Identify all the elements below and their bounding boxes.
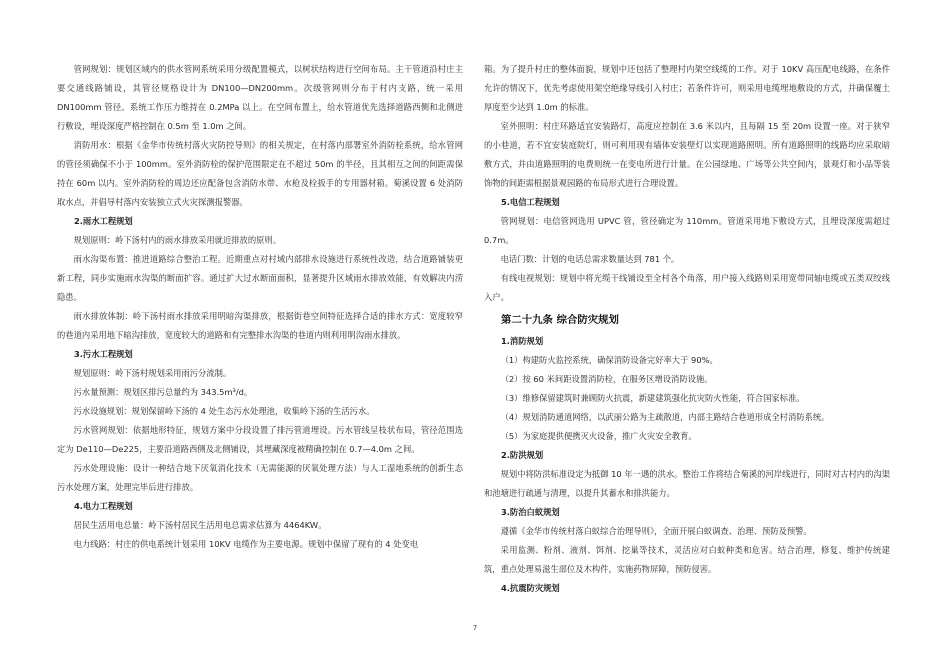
paragraph-rain-principle: 规划原则：岭下汤村内的雨水排放采用就近排放的原则。 [73, 235, 282, 245]
paragraph-cable-tv: 有线电视规划：规划中将光缆干线铺设至全村各个角落，用户接入线路则采用宽带同轴电缆或五类双绞线入户。 [484, 273, 890, 302]
heading-article-29: 第二十九条 综合防灾规划 [501, 314, 619, 326]
left-column [57, 60, 463, 554]
heading-earthquake: 4.抗震防灾规划 [501, 583, 560, 593]
paragraph-rain-channel: 雨水沟渠布置：推进道路综合整治工程。近期重点对村域内部排水设施进行系统性改造，结合道路铺装更新工程，同步实施雨水沟渠的断面扩容。通过扩大过水断面面积，显著提升区域雨水排放效能，有效解决内涝隐患。 [57, 254, 463, 302]
paragraph-flood: 规划中将防洪标准设定为抵御 10 年一遇的洪水。整治工作将结合菊溪的河岸线进行，同时对古村内的沟渠和池塘进行疏通与清理，以提升其蓄水和排洪能力。 [484, 469, 890, 498]
heading-flood: 2.防洪规划 [501, 450, 544, 460]
heading-fire-planning: 1.消防规划 [501, 336, 544, 346]
paragraph-power-load: 居民生活用电总量：岭下汤村居民生活用电总需求估算为 4464KW。 [73, 520, 327, 530]
heading-telecom: 5.电信工程规划 [501, 197, 560, 207]
right-column [484, 60, 890, 598]
paragraph-sewage-forecast: 污水量预测：规划区排污总量约为 343.5m³/d。 [73, 387, 253, 397]
heading-rainwater: 2.雨水工程规划 [74, 216, 133, 226]
paragraph-power-line-continued: 箱。为了提升村庄的整体面貌，规划中还包括了整理村内架空线缆的工作。对于 10KV 高压配电线路，在条件允许的情况下，优先考虑使用架空绝缘导线引入村庄；若条件许可，则采用电缆埋地敷设的方式，并确保覆土厚度至少达到 1.0m 的标准。 [484, 64, 890, 112]
list-item-fire-1: （1）构建防火监控系统，确保消防设备完好率大于 90%。 [500, 355, 718, 365]
paragraph-fire-water: 消防用水：根据《金华市传统村落火灾防控导则》的相关规定，在村落内部署室外消防栓系统，给水管网的管径须确保不小于 100mm。室外消防栓的保护范围限定在不超过 50m 的半径，且其相互之间的间距需保持在 60m 以内。室外消防栓的周边还应配备包含消防水带、水枪及栓扳手的专用器材箱。菊溪设置 6 处消防取水点，并倡导村落内安装独立式火灾探测报警器。 [57, 140, 463, 207]
paragraph-rain-system: 雨水排放体制：岭下汤村雨水排放采用明暗沟渠排放，根据街巷空间特征选择合适的排水方式：宽度较窄的巷道内采用地下暗沟排放，宽度较大的道路和有完整排水沟渠的巷道内则利用明沟雨水排放。 [57, 311, 463, 340]
heading-sewage: 3.污水工程规划 [74, 349, 133, 359]
paragraph-telephone: 电话门数：计划的电话总需求数量达到 781 个。 [500, 254, 680, 264]
paragraph-pipe-network: 管网规划：规划区域内的供水管网系统采用分级配置模式，以树状结构进行空间布局。主干管道沿村庄主要交通线路铺设，其管径规格设计为 DN100—DN200mm。次级管网则分布于村内支路，统一采用 DN100mm 管径。系统工作压力维持在 0.2MPa 以上。在空间布置上，给水管道优先选择道路西侧和北侧进行敷设，埋设深度严格控制在 0.5m 至 1.0m 之间。 [57, 64, 463, 131]
list-item-fire-3: （3）维修保留建筑时兼顾防火抗震，新建建筑强化抗灾防火性能，符合国家标准。 [500, 393, 805, 403]
heading-termite: 3.防治白蚁规划 [501, 507, 560, 517]
paragraph-sewage-facility-plan: 污水设施规划：规划保留岭下汤的 4 处生态污水处理池，收集岭下汤的生活污水。 [73, 406, 375, 416]
paragraph-termite-1: 遵循《金华市传统村落白蚁综合治理导则》，全面开展白蚁调查、治理、预防及预警。 [500, 526, 812, 536]
paragraph-outdoor-lighting: 室外照明：村庄环路适宜安装路灯，高度应控制在 3.6 米以内，且每隔 15 至 20m 设置一座。对于狭窄的小巷道，若不宜安装庭院灯，则可利用现有墙体安装壁灯以实现道路照明。所有道路照明的线路均应采取暗敷方式，并由道路照明的电费则统一在变电所进行计量。在公园绿地、广场等公共空间内，景观灯和小品等装饰物的间距需根据景观园路的布局形式进行合理设置。 [484, 121, 890, 188]
paragraph-termite-2: 采用监测、粉剂、液剂、饵剂、挖巢等技术，灵活应对白蚁种类和危害。结合治理，修复、维护传统建筑，重点处理易滋生部位及木构件，实施药物屏障，预防侵害。 [484, 545, 890, 574]
paragraph-sewage-principle: 规划原则：岭下汤村规划采用雨污分流制。 [73, 368, 232, 378]
heading-power: 4.电力工程规划 [74, 501, 133, 511]
paragraph-sewage-treatment: 污水处理设施：设计一种结合地下厌氧消化技术（无需能源的厌氧处理方法）与人工湿地系统的创新生态污水处理方案，处理完毕后进行排放。 [57, 463, 463, 492]
list-item-fire-5: （5）为家庭提供便携灭火设备，推广火灾安全教育。 [500, 431, 697, 441]
paragraph-power-line: 电力线路：村庄的供电系统计划采用 10KV 电缆作为主要电源。规划中保留了现有的 4 处变电 [73, 539, 419, 549]
list-item-fire-2: （2）按 60 米间距设置消防栓，在服务区增设消防设施。 [500, 374, 713, 384]
paragraph-telecom-pipe: 管网规划：电信管网选用 UPVC 管，管径确定为 110mm。管道采用地下敷设方式，且埋设深度需超过 0.7m。 [484, 216, 890, 245]
list-item-fire-4: （4）规划消防通道网络，以武丽公路为主疏散道，内部主路结合巷道形成全村消防系统。 [500, 412, 830, 422]
page-number: 7 [472, 624, 478, 632]
paragraph-sewage-network: 污水管网规划：依据地形特征，规划方案中分段设置了排污管道埋设。污水管线呈枝状布局，管径范围选定为 De110—De225，主要沿道路西侧及北侧铺设，其埋藏深度被精确控制在 0.7—4.0m 之间。 [57, 425, 463, 454]
